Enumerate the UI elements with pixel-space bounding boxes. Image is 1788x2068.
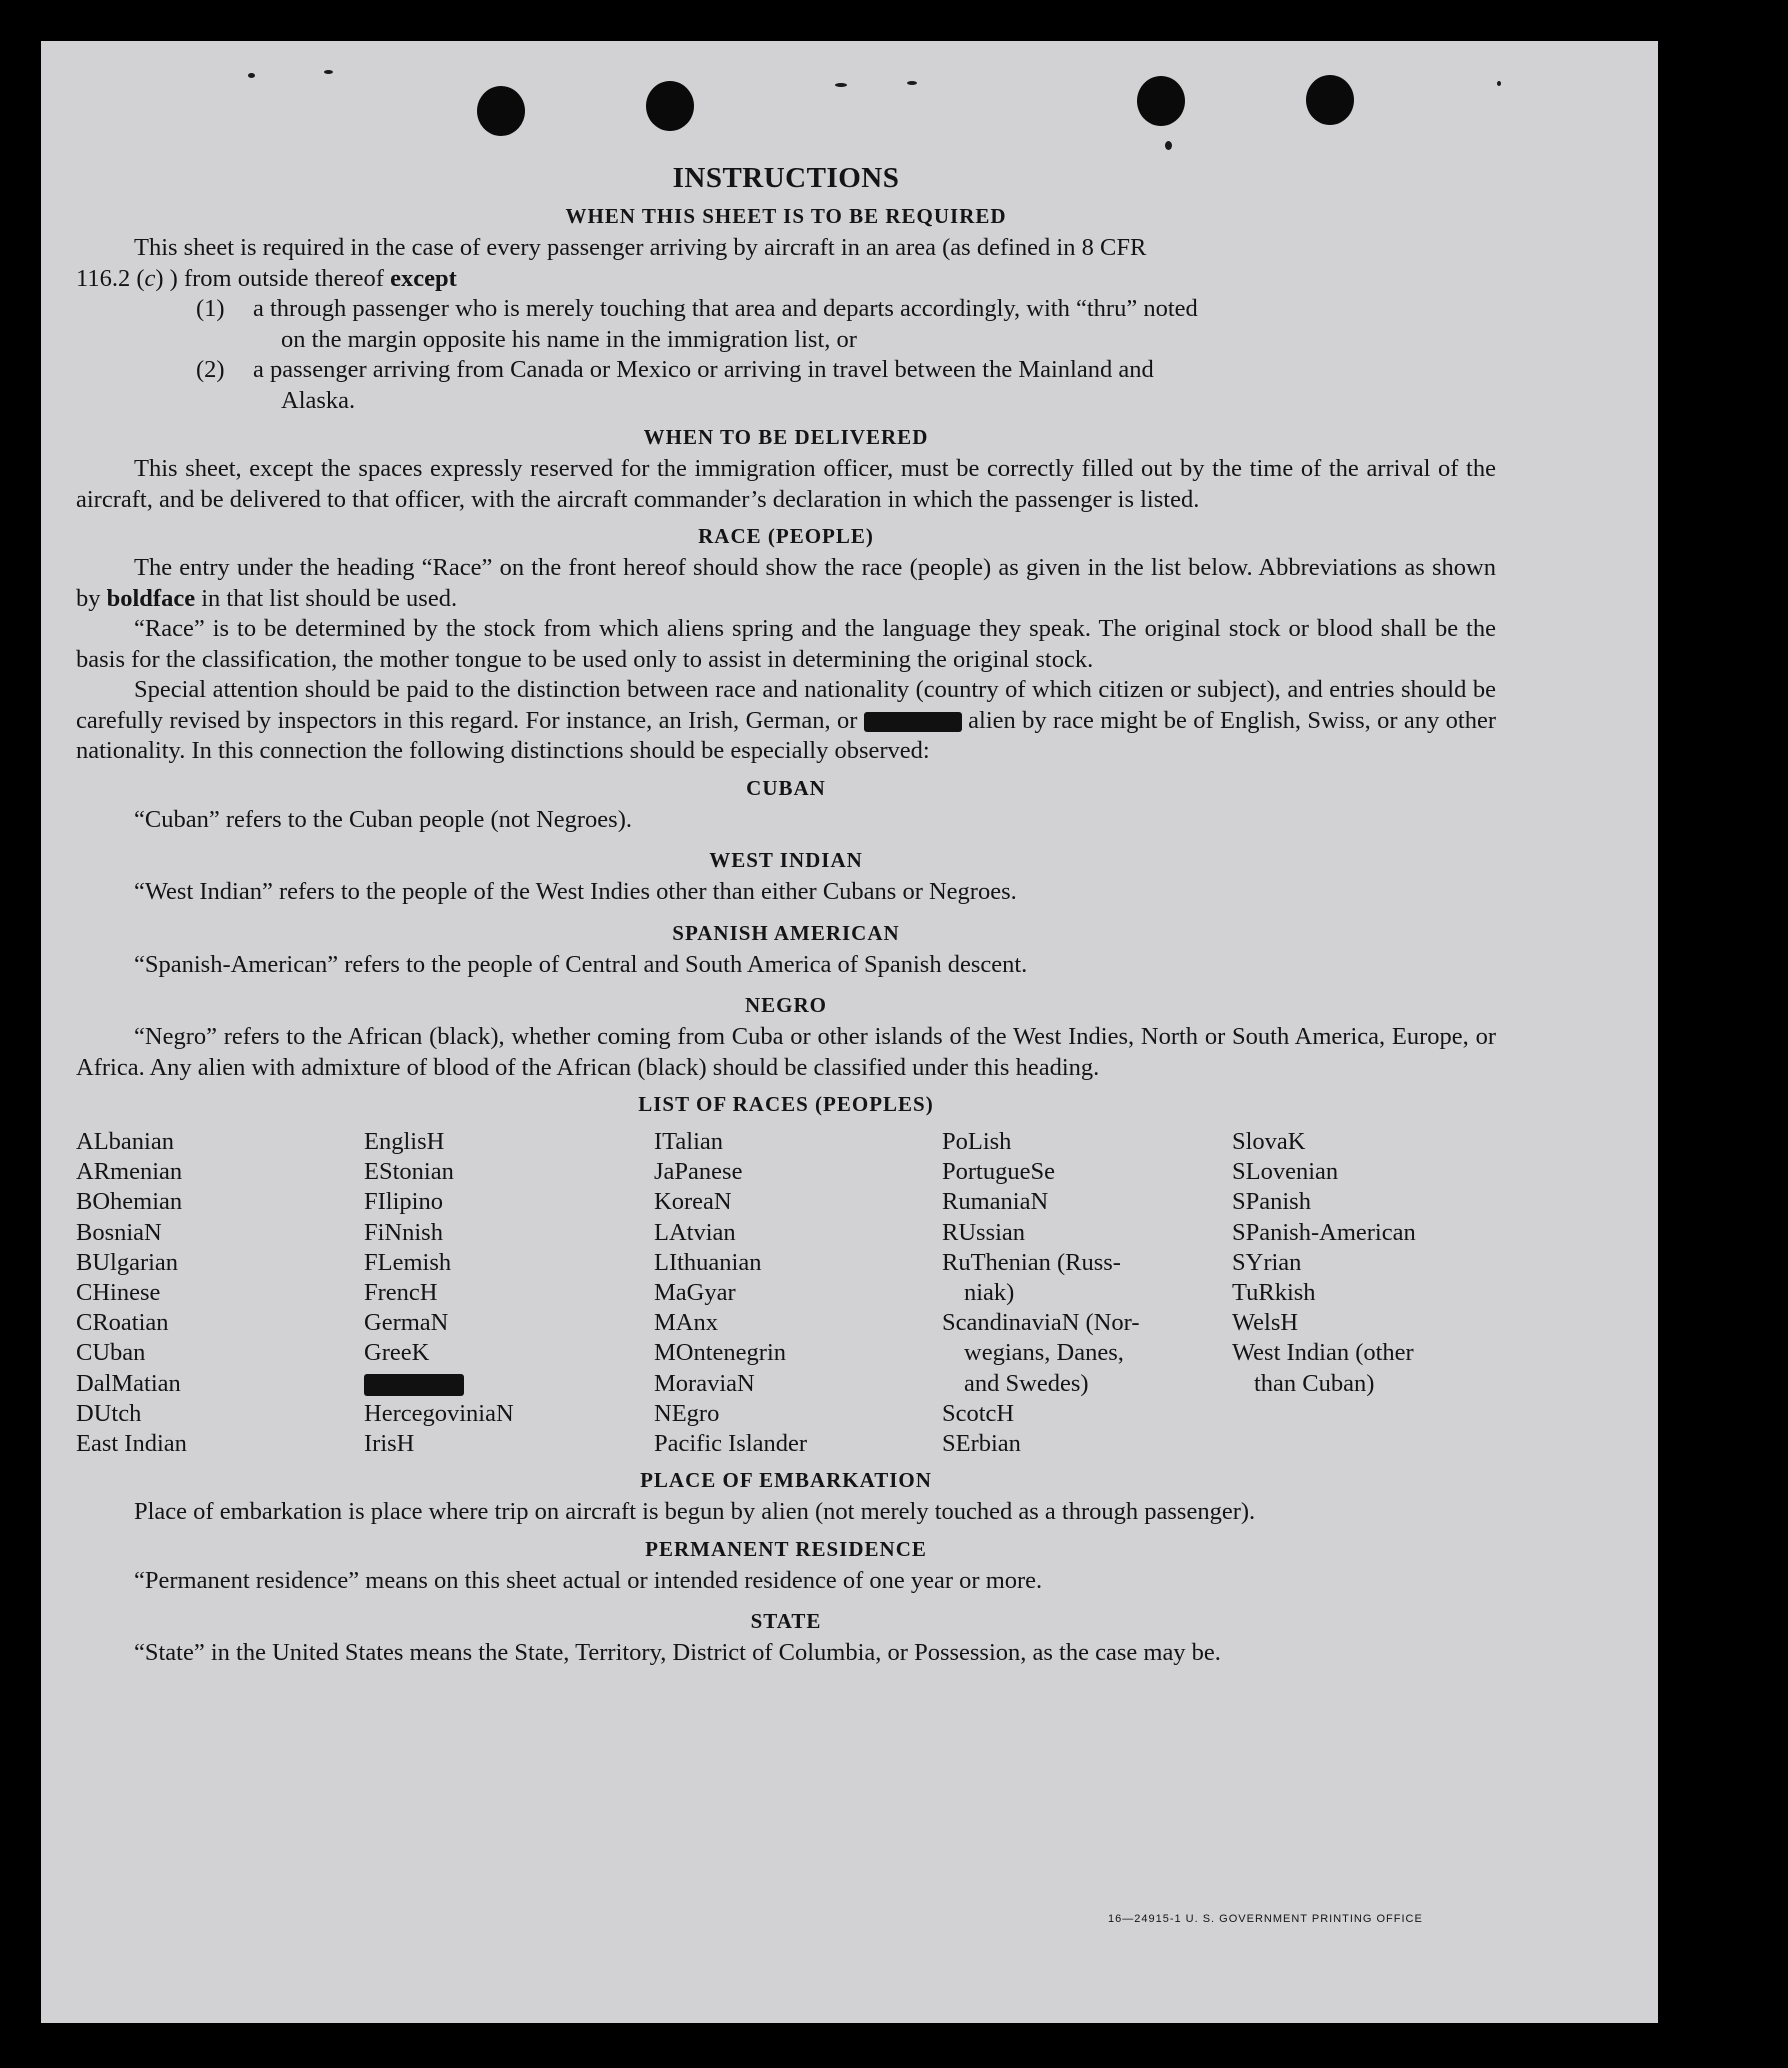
races-column-1 bbox=[76, 1127, 364, 1459]
punch-hole bbox=[1137, 76, 1185, 126]
instructions-body bbox=[76, 161, 1496, 1669]
exception-item-2: (2) a passenger arriving from Canada or Mexico or arriving in travel between the Mainland and Alaska. bbox=[196, 356, 1154, 414]
race-paragraph-1: The entry under the heading “Race” on the front hereof should show the race (people) as given in the list below. Abbreviations as shown by boldface in that list should be used. bbox=[76, 554, 1496, 612]
race-entry: SErbian bbox=[942, 1430, 1021, 1458]
speck bbox=[324, 70, 333, 74]
cuban-text: “Cuban” refers to the Cuban people (not Negroes). bbox=[134, 805, 632, 833]
race-entry: RumaniaN bbox=[942, 1188, 1049, 1216]
speck bbox=[835, 83, 847, 87]
races-list bbox=[76, 1127, 1496, 1459]
race-entry: FiNnish bbox=[364, 1218, 443, 1246]
speck bbox=[1497, 81, 1501, 86]
race-entry: FrencH bbox=[364, 1279, 438, 1307]
race-entry: GermaN bbox=[364, 1309, 449, 1337]
race-entry: NEgro bbox=[654, 1399, 720, 1427]
residence-text: “Permanent residence” means on this sheet actual or intended residence of one year or more. bbox=[134, 1566, 1043, 1594]
race-entry: EnglisH bbox=[364, 1128, 445, 1155]
race-entry: ALbanian bbox=[76, 1128, 174, 1155]
race-entry: CRoatian bbox=[76, 1309, 169, 1337]
race-entry: Pacific Islander bbox=[654, 1430, 808, 1458]
race-entry: SLovenian bbox=[1232, 1158, 1339, 1186]
race-entry: than Cuban) bbox=[1254, 1369, 1375, 1397]
race-entry: East Indian bbox=[76, 1430, 187, 1458]
race-entry: FLemish bbox=[364, 1248, 452, 1276]
race-entry: SPanish bbox=[1232, 1188, 1311, 1216]
race-entry: ScotcH bbox=[942, 1399, 1015, 1427]
race-entry: BosniaN bbox=[76, 1218, 162, 1246]
heading-spanish-american: SPANISH AMERICAN bbox=[672, 920, 900, 945]
race-entry: RUssian bbox=[942, 1218, 1026, 1246]
race-entry: HercegoviniaN bbox=[364, 1399, 514, 1427]
race-entry: niak) bbox=[964, 1279, 1015, 1307]
heading-when-delivered: WHEN TO BE DELIVERED bbox=[643, 425, 929, 449]
race-entry: LAtvian bbox=[654, 1218, 736, 1246]
heading-negro: NEGRO bbox=[744, 993, 827, 1017]
heading-list-of-races: LIST OF RACES (PEOPLES) bbox=[638, 1092, 934, 1116]
race-entry: GreeK bbox=[364, 1339, 430, 1367]
printing-office-code: 16—24915-1 U. S. GOVERNMENT PRINTING OFFICE bbox=[1108, 1913, 1423, 1925]
state-text: “State” in the United States means the State, Territory, District of Columbia, or Possession, as the case may be. bbox=[134, 1639, 1221, 1667]
race-entry: MoraviaN bbox=[654, 1369, 755, 1397]
speck bbox=[248, 73, 255, 78]
race-entry: TuRkish bbox=[1232, 1279, 1316, 1307]
race-entry: ARmenian bbox=[76, 1158, 183, 1186]
race-entry: IrisH bbox=[364, 1430, 415, 1458]
heading-state: STATE bbox=[750, 1609, 822, 1634]
race-entry: JaPanese bbox=[654, 1158, 743, 1186]
races-column-4 bbox=[942, 1127, 1232, 1459]
heading-permanent-residence: PERMANENT RESIDENCE bbox=[645, 1536, 927, 1561]
race-entry: BUlgarian bbox=[76, 1248, 179, 1276]
page-title: INSTRUCTIONS bbox=[672, 162, 900, 194]
race-entry: SlovaK bbox=[1232, 1128, 1306, 1155]
race-entry: CHinese bbox=[76, 1279, 161, 1307]
race-entry: KoreaN bbox=[654, 1188, 732, 1216]
race-entry: DalMatian bbox=[76, 1369, 181, 1397]
heading-embarkation: PLACE OF EMBARKATION bbox=[640, 1468, 932, 1493]
west-indian-text: “West Indian” refers to the people of the West Indies other than either Cubans or Negroes. bbox=[134, 878, 1017, 905]
race-entry: CUban bbox=[76, 1339, 146, 1367]
heading-cuban: CUBAN bbox=[746, 775, 826, 800]
heading-when-required: WHEN THIS SHEET IS TO BE REQUIRED bbox=[565, 204, 1007, 228]
races-column-3 bbox=[654, 1127, 942, 1459]
negro-text: “Negro” refers to the African (black), whether coming from Cuba or other islands of the West Indies, North or South America, Europe, or Africa. Any alien with admixture of blood of the African (black) should be classified under this heading. bbox=[76, 1023, 1496, 1081]
heading-race: RACE (PEOPLE) bbox=[698, 524, 874, 548]
race-entry: MOntenegrin bbox=[654, 1339, 786, 1367]
exception-item-1: (1) a through passenger who is merely touching that area and departs accordingly, with “thru” noted on the margin opposite his name in the immigration list, or bbox=[196, 295, 1198, 353]
redaction-block bbox=[364, 1374, 464, 1396]
race-entry: ITalian bbox=[654, 1128, 724, 1155]
race-entry: LIthuanian bbox=[654, 1248, 762, 1276]
race-entry: SYrian bbox=[1232, 1248, 1302, 1276]
race-paragraph-2: “Race” is to be determined by the stock from which aliens spring and the language they speak. The original stock or blood shall be the basis for the classification, the mother tongue to be used only to assist in determining the original stock. bbox=[76, 615, 1496, 673]
race-entry: SPanish-American bbox=[1232, 1218, 1416, 1246]
race-entry: MaGyar bbox=[654, 1279, 736, 1307]
speck bbox=[1165, 141, 1172, 150]
embarkation-text: Place of embarkation is place where trip on aircraft is begun by alien (not merely touched as a through passenger). bbox=[134, 1498, 1256, 1526]
race-entry: MAnx bbox=[654, 1309, 718, 1337]
document-page bbox=[41, 41, 1658, 2023]
punch-hole bbox=[1306, 75, 1354, 125]
race-entry: PortugueSe bbox=[942, 1158, 1055, 1186]
spanish-american-text: “Spanish-American” refers to the people of Central and South America of Spanish descent. bbox=[134, 950, 1028, 978]
race-entry: and Swedes) bbox=[964, 1369, 1089, 1397]
race-entry: BOhemian bbox=[76, 1188, 183, 1216]
races-column-2 bbox=[364, 1127, 654, 1459]
race-entry: DUtch bbox=[76, 1399, 142, 1427]
race-paragraph-3: Special attention should be paid to the distinction between race and nationality (country of which citizen or subject), and entries should be carefully revised by inspectors in this regard. For instance, an Irish, German, or alien by race might be of English, Swiss, or any other nationality. In this connection the following distinctions should be especially observed: bbox=[76, 676, 1497, 764]
heading-west-indian: WEST INDIAN bbox=[709, 848, 863, 872]
when-delivered-text: This sheet, except the spaces expressly reserved for the immigration officer, must be correctly filled out by the time of the arrival of the aircraft, and be delivered to that officer, with the aircraft commander’s declaration in which the passenger is listed. bbox=[76, 455, 1496, 513]
punch-hole bbox=[477, 86, 525, 136]
punch-hole bbox=[646, 81, 694, 131]
speck bbox=[907, 81, 917, 85]
race-entry: PoLish bbox=[942, 1128, 1012, 1155]
when-required-intro: This sheet is required in the case of every passenger arriving by aircraft in an area (as defined in 8 CFR 116.2 (c) ) from outside thereof except bbox=[76, 234, 1147, 292]
race-entry: wegians, Danes, bbox=[964, 1339, 1124, 1367]
race-entry: ScandinaviaN (Nor- bbox=[942, 1309, 1140, 1337]
redaction-mark bbox=[864, 712, 962, 732]
race-entry: WelsH bbox=[1232, 1309, 1299, 1337]
redaction-mark bbox=[364, 1369, 654, 1399]
races-column-5 bbox=[1232, 1127, 1496, 1459]
race-entry: West Indian (other bbox=[1232, 1339, 1414, 1367]
race-entry: FIlipino bbox=[364, 1188, 443, 1216]
race-entry: EStonian bbox=[364, 1158, 454, 1186]
race-entry: RuThenian (Russ- bbox=[942, 1248, 1121, 1276]
